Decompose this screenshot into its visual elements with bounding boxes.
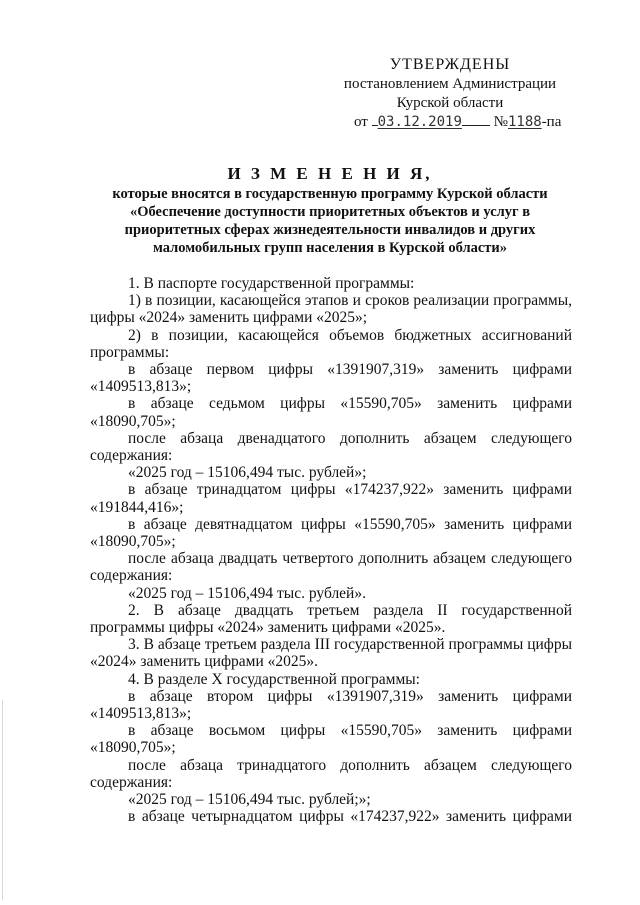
title-line: маломобильных групп населения в Курской области»: [152, 240, 508, 256]
approved-label: УТВЕРЖДЕНЫ: [389, 56, 511, 73]
approved-line-1: постановлением Администрации: [343, 76, 557, 92]
paragraph: после абзаца двадцать четвертого дополнить абзацем следующего содержания:: [90, 550, 572, 585]
title-line: «Обеспечение доступности приоритетных объектов и услуг в: [129, 204, 531, 220]
paragraph: 4. В разделе Х государственной программы:: [128, 670, 420, 688]
paragraph: 2. В абзаце двадцать третьем раздела II государственной программы цифры «2024» заменить цифрами «2025».: [90, 601, 572, 637]
paragraph: в абзаце седьмом цифры «15590,705» заменить цифрами «18090,705»;: [90, 395, 572, 430]
from-prefix: от: [354, 114, 368, 130]
scan-edge-line: [2, 700, 3, 900]
paragraph: 3. В абзаце третьем раздела III государственной программы цифры «2024» заменить цифрами «2025».: [90, 636, 572, 671]
paragraph: в абзаце восьмом цифры «15590,705» заменить цифрами «18090,705»;: [90, 722, 572, 757]
paragraph: в абзаце девятнадцатом цифры «15590,705» заменить цифрами «18090,705»;: [90, 515, 572, 551]
paragraph: в абзаце первом цифры «1391907,319» заменить цифрами «1409513,813»;: [90, 361, 572, 396]
approved-line-2: Курской области: [396, 95, 504, 111]
document-body: [90, 275, 572, 826]
paragraph: «2025 год – 15106,494 тыс. рублей»;: [128, 464, 367, 482]
paragraph: в абзаце втором цифры «1391907,319» заменить цифрами «1409513,813»;: [90, 687, 572, 723]
paragraph: после абзаца тринадцатого дополнить абзацем следующего содержания:: [90, 756, 572, 791]
paragraph: 1. В паспорте государственной программы:: [128, 275, 415, 292]
document-title: [80, 163, 580, 257]
paragraph: «2025 год – 15106,494 тыс. рублей».: [128, 584, 366, 602]
paragraph: после абзаца двенадцатого дополнить абзацем следующего содержания:: [90, 429, 572, 465]
number-suffix: -па: [541, 114, 562, 130]
paragraph: «2025 год – 15106,494 тыс. рублей;»;: [128, 791, 371, 809]
paragraph: 1) в позиции, касающейся этапов и сроков реализации программы, цифры «2024» заменить цифрами «2025»;: [90, 292, 572, 327]
title-line: приоритетных сферах жизнедеятельности инвалидов и других: [124, 222, 536, 238]
paragraph: 2) в позиции, касающейся объемов бюджетных ассигнований программы:: [90, 326, 572, 361]
approval-date: 03.12.2019: [377, 114, 462, 130]
approval-date-line: [330, 113, 570, 132]
title-heading: И З М Е Н Е Н И Я,: [227, 164, 433, 183]
number-prefix: №: [493, 114, 508, 130]
approval-block: [330, 55, 570, 132]
title-line: которые вносятся в государственную программу Курской области: [112, 186, 548, 202]
paragraph: в абзаце тринадцатом цифры «174237,922» заменить цифрами «191844,416»;: [90, 481, 572, 516]
approval-number: 1188: [507, 114, 542, 130]
paragraph: в абзаце четырнадцатом цифры «174237,922» заменить цифрами: [128, 808, 572, 826]
